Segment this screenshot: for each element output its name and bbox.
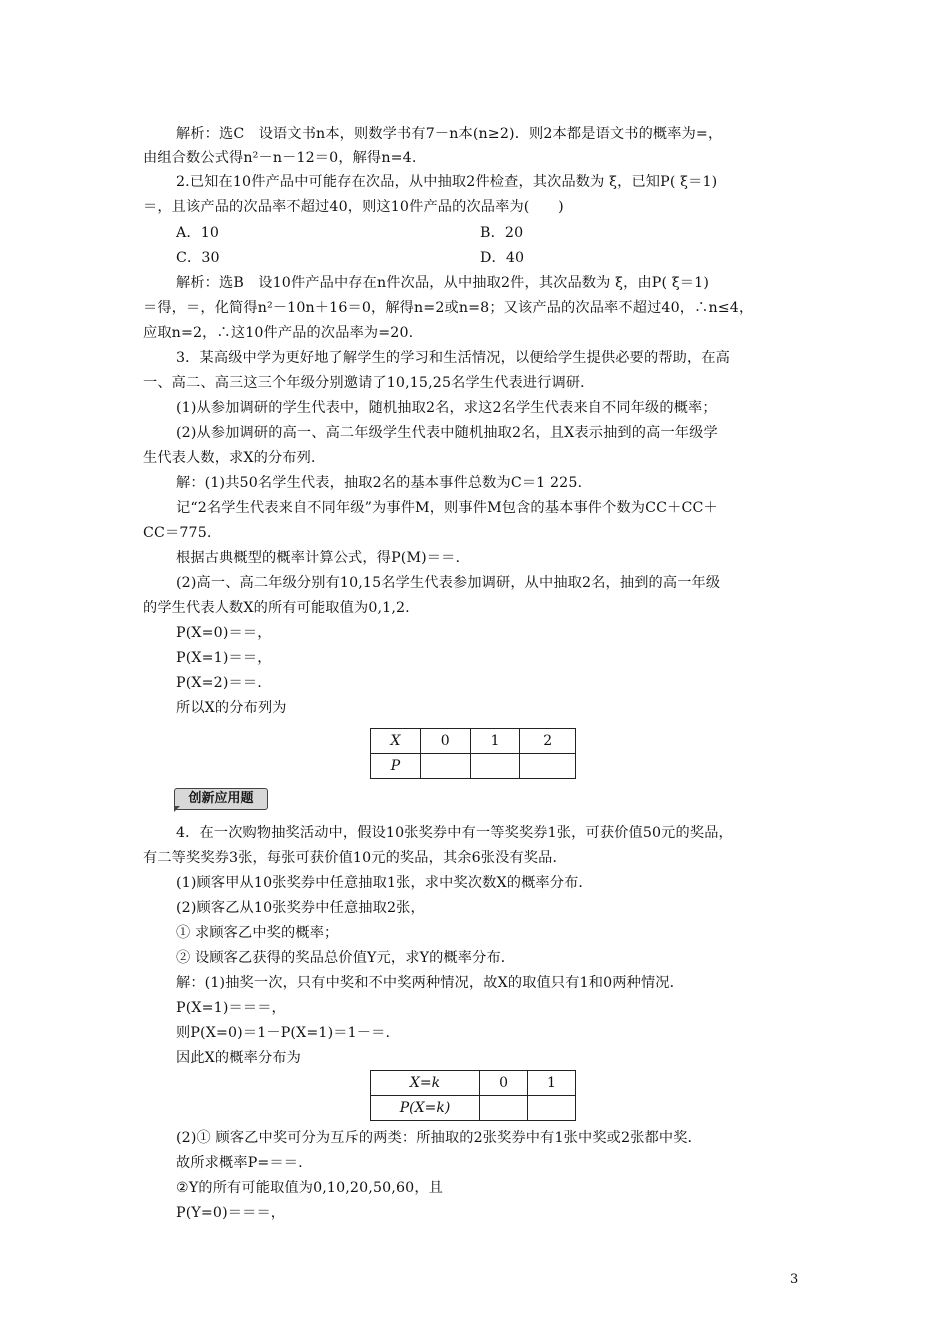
text-line: 解：(1)共50名学生代表，抽取2名的基本事件总数为C＝1 225. — [176, 475, 583, 491]
table-cell: X=k — [371, 1071, 480, 1096]
text-line: 解：(1)抽奖一次，只有中奖和不中奖两种情况，故X的取值只有1和0两种情况． — [176, 975, 684, 991]
table-cell — [528, 1096, 576, 1121]
banner-corner-icon — [174, 806, 180, 812]
text-line: ② 设顾客乙获得的奖品总价值Y元，求Y的概率分布． — [176, 950, 516, 966]
question-2: 2.已知在10件产品中可能存在次品，从中抽取2件检查，其次品数为 ξ，已知P( ξ＝1) — [176, 174, 718, 190]
text-line: 由组合数公式得n²－n－12＝0，解得n=4. — [143, 150, 417, 166]
option-d: D．40 — [480, 250, 525, 266]
distribution-table-2 — [370, 1070, 576, 1121]
text-line: 解析：选B 设10件产品中存在n件次品，从中抽取2件，其次品数为 ξ，由P( ξ＝1) — [176, 275, 710, 291]
page-number: 3 — [790, 1272, 799, 1287]
text-line: 应取n=2，∴这10件产品的次品率为=20. — [143, 325, 414, 341]
question-4: 4．在一次购物抽奖活动中，假设10张奖券中有一等奖奖券1张，可获价值50元的奖品， — [176, 825, 733, 841]
text-line: 故所求概率P=＝＝. — [176, 1155, 303, 1171]
text-line: ＝得，＝，化简得n²－10n＋16＝0，解得n=2或n=8；又该产品的次品率不超过40，∴n≤4， — [143, 300, 754, 316]
table-cell — [420, 754, 470, 779]
text-line: 根据古典概型的概率计算公式，得P(M)＝＝. — [176, 550, 461, 566]
text-line: (1)顾客甲从10张奖券中任意抽取1张，求中奖次数X的概率分布． — [176, 875, 593, 891]
text-line: 生代表人数，求X的分布列． — [143, 450, 326, 466]
section-banner: 创新应用题 — [174, 788, 268, 810]
table-cell: 0 — [420, 729, 470, 754]
text-line: ②Y的所有可能取值为0,10,20,50,60，且 — [176, 1180, 443, 1196]
text-line: CC＝775. — [143, 525, 212, 541]
text-line: (2)从参加调研的高一、高二年级学生代表中随机抽取2名，且X表示抽到的高一年级学 — [176, 425, 718, 441]
table-cell: 1 — [528, 1071, 576, 1096]
table-cell: 1 — [470, 729, 520, 754]
text-line: (2)顾客乙从10张奖券中任意抽取2张， — [176, 900, 425, 916]
table-cell: P — [371, 754, 421, 779]
table-cell — [520, 754, 576, 779]
text-line: ① 求顾客乙中奖的概率； — [176, 925, 339, 941]
text-line: 的学生代表人数X的所有可能取值为0,1,2. — [143, 600, 410, 616]
question-3: 3．某高级中学为更好地了解学生的学习和生活情况，以便给学生提供必要的帮助，在高 — [176, 350, 731, 366]
text-line: (2)① 顾客乙中奖可分为互斥的两类：所抽取的2张奖券中有1张中奖或2张都中奖． — [176, 1130, 702, 1146]
text-line: 因此X的概率分布为 — [176, 1050, 301, 1066]
text-line: 解析：选C 设语文书n本，则数学书有7－n本(n≥2)．则2本都是语文书的概率为=， — [176, 126, 723, 142]
text-line: 记“2名学生代表来自不同年级”为事件M，则事件M包含的基本事件个数为CC＋CC＋ — [176, 500, 718, 516]
table-cell: X — [371, 729, 421, 754]
option-c: C．30 — [176, 250, 220, 266]
text-line: (2)高一、高二年级分别有10,15名学生代表参加调研，从中抽取2名，抽到的高一年级 — [176, 575, 721, 591]
text-line: P(X=1)＝＝＝， — [176, 1000, 286, 1016]
text-line: P(X=2)＝＝. — [176, 675, 262, 691]
distribution-table-1 — [370, 728, 576, 779]
text-line: 所以X的分布列为 — [176, 700, 287, 716]
text-line: (1)从参加调研的学生代表中，随机抽取2名，求这2名学生代表来自不同年级的概率； — [176, 400, 717, 416]
text-line: 一、高二、高三这三个年级分别邀请了10,15,25名学生代表进行调研． — [143, 375, 595, 391]
table-cell: P(X=k) — [371, 1096, 480, 1121]
table-cell: 0 — [480, 1071, 528, 1096]
table-cell — [470, 754, 520, 779]
option-a: A．10 — [176, 225, 220, 241]
option-b: B．20 — [480, 225, 524, 241]
table-cell — [480, 1096, 528, 1121]
table-cell: 2 — [520, 729, 576, 754]
text-line: P(X=1)＝＝， — [176, 650, 272, 666]
text-line: 则P(X=0)＝1－P(X=1)＝1－＝. — [176, 1025, 391, 1041]
text-line: P(X=0)＝＝， — [176, 625, 272, 641]
text-line: P(Y=0)＝＝＝， — [176, 1205, 286, 1221]
text-line: 有二等奖奖券3张，每张可获价值10元的奖品，其余6张没有奖品． — [143, 850, 567, 866]
text-line: ＝，且该产品的次品率不超过40，则这10件产品的次品率为( ) — [143, 199, 564, 215]
